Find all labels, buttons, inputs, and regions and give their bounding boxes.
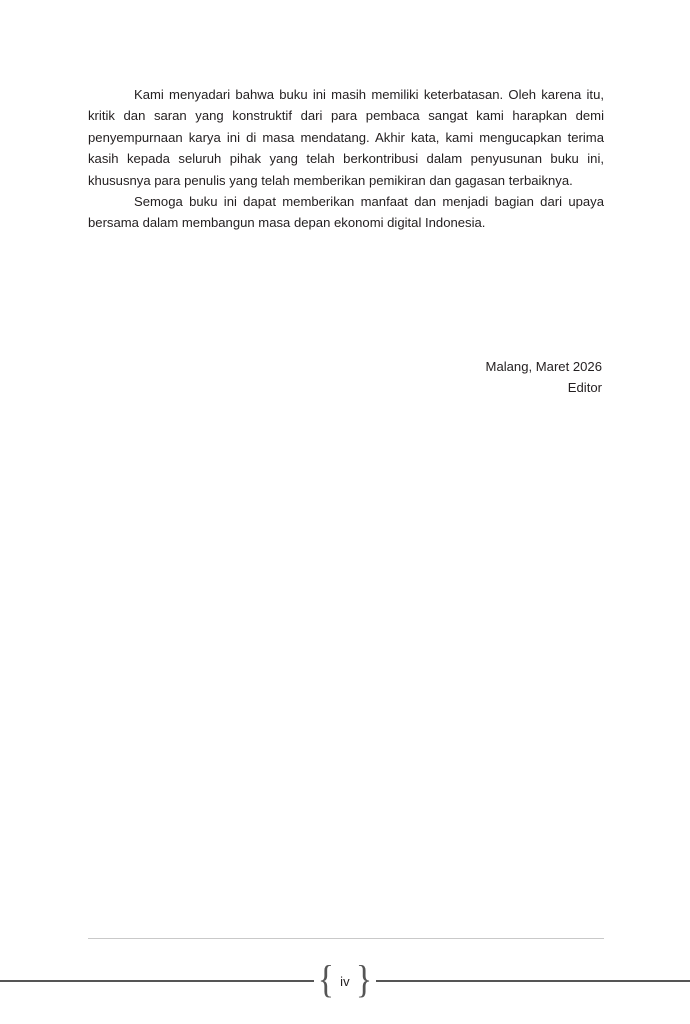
page-number-ornament [314,958,376,1004]
paragraph-2 [88,191,604,234]
signature-place-date: Malang, Maret 2026 [485,359,602,374]
footer-rule-right [376,980,690,982]
footer-divider-thin [88,938,604,939]
page-body [88,84,604,234]
paragraph-2-text: Semoga buku ini dapat memberikan manfaat dan menjadi bagian dari upaya bersama dalam membangun masa depan ekonomi digital Indonesia. [88,194,604,231]
footer-rule-left [0,980,314,982]
paragraph-1-text: Kami menyadari bahwa buku ini masih memiliki keterbatasan. Oleh karena itu, kritik dan saran yang konstruktif dari para pembaca sangat kami harapkan demi penyempurnaan karya ini di masa mendatang. Akhir kata, kami mengucapkan terima kasih kepada seluruh pihak yang telah berkontribusi dalam penyusunan buku ini, khususnya para penulis yang telah memberikan pemikiran dan gagasan terbaiknya. [88,87,604,188]
signature-signer: Editor [567,380,602,396]
paragraph-1 [88,84,604,191]
signature-block [302,356,602,399]
brace-right-icon: } [355,959,373,1002]
brace-left-icon: { [317,959,335,1002]
page-number: iv [340,973,350,989]
